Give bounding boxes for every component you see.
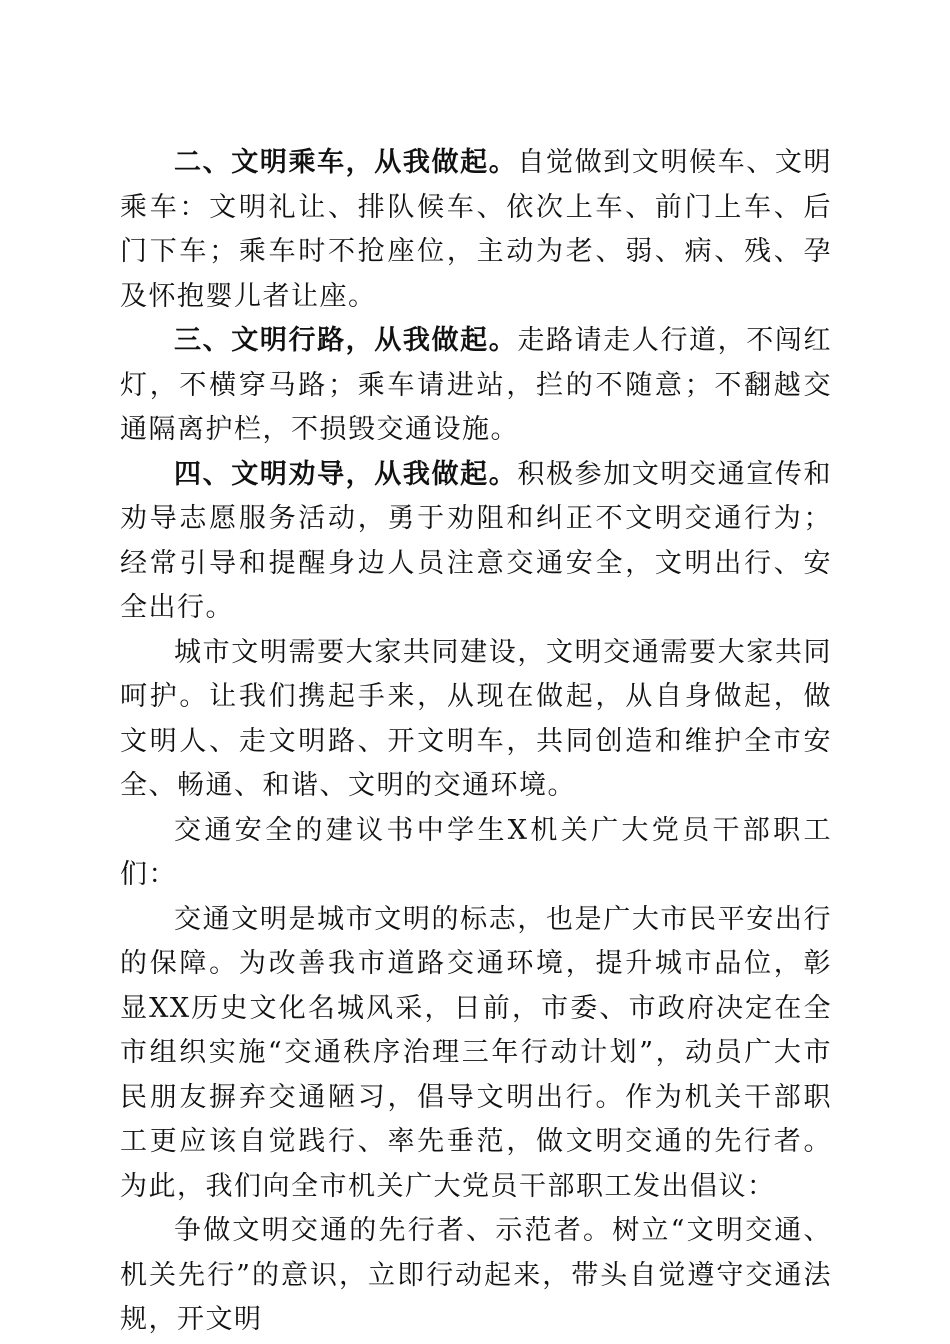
- paragraph-text: 城市文明需要大家共同建设，文明交通需要大家共同呵护。让我们携起手来，从现在做起，从自身做起，做文明人、走文明路、开文明车，共同创造和维护全市安全、畅通、和谐、文明的交通环境。: [120, 636, 832, 801]
- paragraph-call-to-action: [120, 631, 832, 809]
- paragraph-civil-persuasion: [120, 453, 832, 631]
- paragraph-text: 走路请走人行道，不闯红灯，不横穿马路；乘车请进站，拦的不随意；不翻越交通隔离护栏，不损毁交通设施。: [120, 325, 833, 445]
- paragraph-text: 争做文明交通的先行者、示范者。树立“文明交通、机关先行”的意识，立即行动起来，带头自觉遵守交通法规，开文明: [120, 1215, 832, 1335]
- paragraph-text: 交通安全的建议书中学生X机关广大党员干部职工们：: [120, 814, 832, 890]
- paragraph-text: 交通文明是城市文明的标志，也是广大市民平安出行的保障。为改善我市道路交通环境，提升城市品位，彰显XX历史文化名城风采，日前，市委、市政府决定在全市组织实施“交通秩序治理三年行动计划”，动员广大市民朋友摒弃交通陋习，倡导文明出行。作为机关干部职工更应该自觉践行、率先垂范，做文明交通的先行者。为此，我们向全市机关广大党员干部职工发出倡议：: [120, 903, 832, 1202]
- paragraph-salutation: [120, 809, 832, 898]
- paragraph-civil-riding: [120, 141, 832, 319]
- document-page: [120, 141, 832, 1343]
- paragraph-text: 自觉做到文明候车、文明乘车：文明礼让、排队候车、依次上车、前门上车、后门下车；乘车时不抢座位，主动为老、弱、病、残、孕及怀抱婴儿者让座。: [120, 147, 833, 312]
- paragraph-text: 积极参加文明交通宣传和劝导志愿服务活动，勇于劝阻和纠正不文明交通行为；经常引导和提醒身边人员注意交通安全，文明出行、安全出行。: [120, 458, 833, 623]
- paragraph-civil-walking: [120, 319, 832, 453]
- paragraph-heading: 四、文明劝导，从我做起。: [174, 458, 518, 490]
- paragraph-heading: 三、文明行路，从我做起。: [174, 325, 518, 356]
- paragraph-pioneer: [120, 1209, 832, 1343]
- paragraph-introduction: [120, 898, 832, 1210]
- paragraph-heading: 二、文明乘车，从我做起。: [174, 147, 518, 178]
